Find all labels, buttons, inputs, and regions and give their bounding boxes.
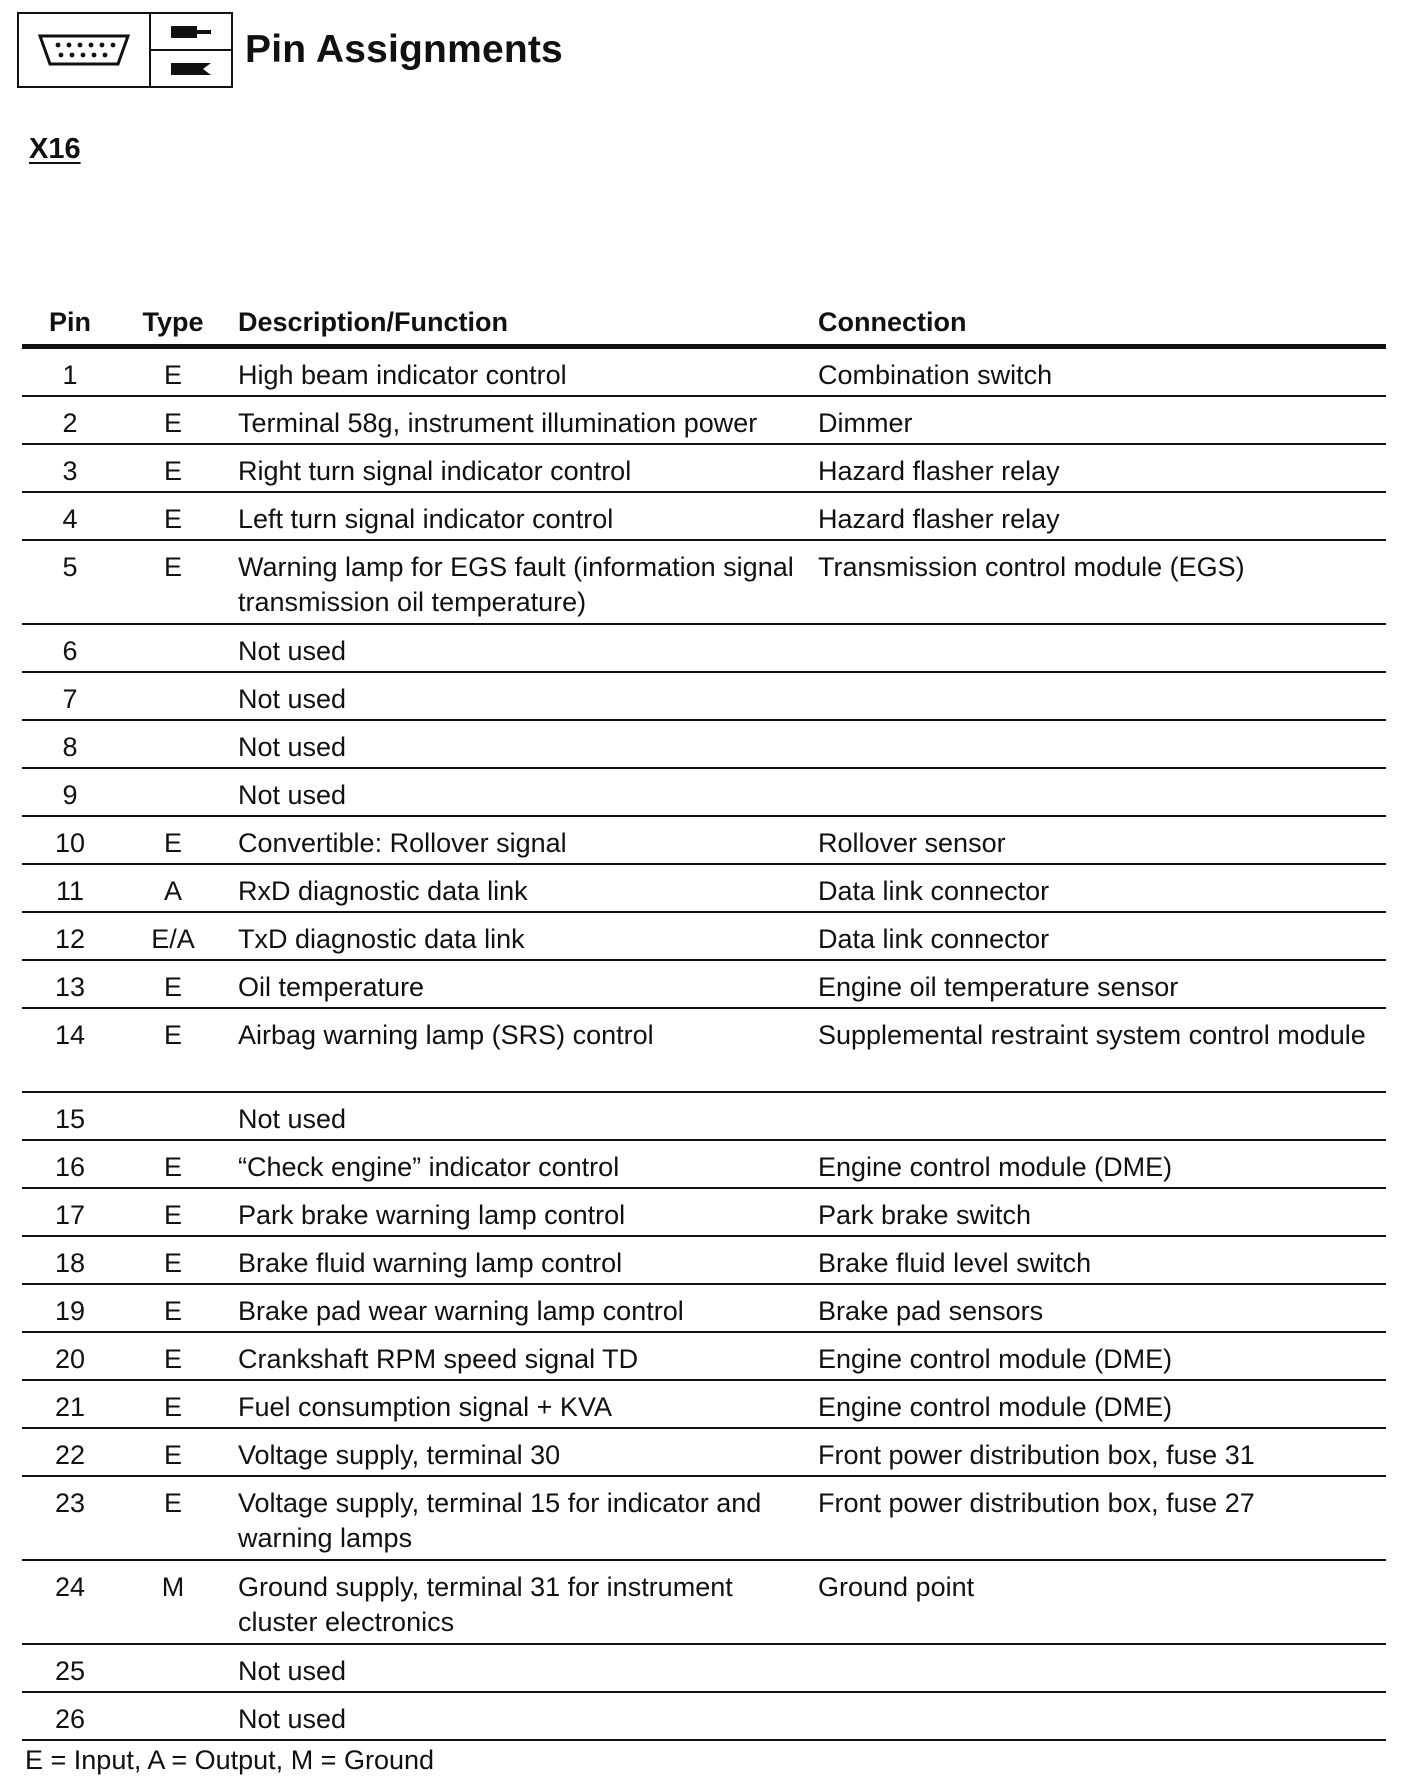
type-cell: [118, 673, 228, 719]
table-row: [22, 1093, 1386, 1141]
connection-cell: Supplemental restraint system control module: [818, 1020, 1366, 1050]
type-cell: E: [163, 456, 182, 486]
pin-cell: 20: [54, 1344, 86, 1374]
type-cell: E: [163, 504, 182, 534]
legend-footnote: E = Input, A = Output, M = Ground: [25, 1745, 435, 1775]
connection-cell: Hazard flasher relay: [818, 456, 1060, 486]
table-header: [22, 300, 1386, 349]
table-body: [22, 349, 1386, 1741]
pin-cell: 23: [54, 1488, 86, 1518]
plug-female-icon: [151, 51, 231, 86]
connector-icon-box: [17, 12, 233, 88]
pin-cell: 10: [54, 828, 86, 858]
description-cell: Crankshaft RPM speed signal TD: [238, 1344, 639, 1374]
description-cell: Warning lamp for EGS fault (information signal transmission oil temperature): [238, 552, 794, 617]
column-header-connection: Connection: [818, 306, 967, 337]
pin-cell: 25: [54, 1656, 86, 1686]
type-cell: E: [163, 1020, 182, 1050]
connection-cell: Rollover sensor: [818, 828, 1006, 858]
table-row: [22, 493, 1386, 541]
description-cell: Not used: [238, 1104, 347, 1134]
table-row: [22, 625, 1386, 673]
type-cell: [118, 721, 228, 767]
db-connector-icon: [19, 14, 151, 86]
description-cell: Convertible: Rollover signal: [238, 828, 567, 858]
table-row: [22, 1237, 1386, 1285]
type-cell: E: [163, 1200, 182, 1230]
page-header: [17, 12, 563, 88]
table-row: [22, 1477, 1386, 1561]
plug-male-icon: [151, 14, 231, 51]
description-cell: Park brake warning lamp control: [238, 1200, 626, 1230]
table-row: [22, 1381, 1386, 1429]
pin-cell: 24: [54, 1572, 86, 1602]
table-row: [22, 673, 1386, 721]
pin-cell: 11: [55, 876, 85, 906]
table-row: [22, 1189, 1386, 1237]
type-cell: E: [163, 1152, 182, 1182]
pin-cell: 1: [62, 360, 78, 390]
type-cell: E: [163, 1344, 182, 1374]
pin-cell: 21: [54, 1392, 86, 1422]
connection-cell: Dimmer: [818, 408, 913, 438]
pin-cell: 8: [62, 732, 78, 762]
table-row: [22, 1285, 1386, 1333]
table-row: [22, 541, 1386, 625]
description-cell: Voltage supply, terminal 30: [238, 1440, 561, 1470]
type-cell: E/A: [151, 924, 195, 954]
description-cell: Terminal 58g, instrument illumination power: [238, 408, 758, 438]
pin-cell: 13: [54, 972, 86, 1002]
type-cell: E: [163, 1440, 182, 1470]
connection-cell: Transmission control module (EGS): [818, 552, 1245, 582]
table-row: [22, 1333, 1386, 1381]
type-cell: E: [163, 1392, 182, 1422]
table-row: [22, 1561, 1386, 1645]
table-row: [22, 349, 1386, 397]
table-row: [22, 961, 1386, 1009]
connection-cell: Data link connector: [818, 876, 1050, 906]
connection-cell: [806, 1693, 1386, 1739]
description-cell: Not used: [238, 636, 347, 666]
column-header-description: Description/Function: [238, 306, 508, 337]
connection-cell: Front power distribution box, fuse 31: [818, 1440, 1255, 1470]
pin-cell: 4: [62, 504, 78, 534]
type-cell: [118, 769, 228, 815]
pin-cell: 18: [54, 1248, 86, 1278]
type-cell: E: [163, 1488, 182, 1518]
type-cell: E: [163, 360, 182, 390]
description-cell: Airbag warning lamp (SRS) control: [238, 1020, 654, 1050]
connection-cell: [806, 769, 1386, 815]
connection-cell: [806, 1645, 1386, 1691]
connection-cell: Front power distribution box, fuse 27: [818, 1488, 1255, 1518]
description-cell: Fuel consumption signal + KVA: [238, 1392, 612, 1422]
table-row: [22, 769, 1386, 817]
pin-cell: 16: [54, 1152, 86, 1182]
pin-cell: 5: [62, 552, 78, 582]
pin-cell: 2: [62, 408, 78, 438]
table-row: [22, 1009, 1386, 1093]
pin-cell: 17: [54, 1200, 86, 1230]
description-cell: “Check engine” indicator control: [238, 1152, 620, 1182]
connection-cell: [806, 673, 1386, 719]
connection-cell: [806, 625, 1386, 671]
pin-cell: 7: [62, 684, 78, 714]
connection-cell: [806, 721, 1386, 767]
description-cell: Not used: [238, 780, 347, 810]
description-cell: TxD diagnostic data link: [238, 924, 525, 954]
pin-cell: 9: [62, 780, 78, 810]
type-cell: M: [161, 1572, 185, 1602]
table-row: [22, 1141, 1386, 1189]
connection-cell: Park brake switch: [818, 1200, 1032, 1230]
pin-cell: 3: [62, 456, 78, 486]
description-cell: Not used: [238, 732, 347, 762]
description-cell: Voltage supply, terminal 15 for indicator and warning lamps: [238, 1488, 762, 1553]
connection-cell: [806, 1093, 1386, 1139]
table-row: [22, 445, 1386, 493]
description-cell: Brake pad wear warning lamp control: [238, 1296, 684, 1326]
connection-cell: Brake fluid level switch: [818, 1248, 1092, 1278]
connector-id: X16: [29, 133, 81, 165]
connection-cell: Hazard flasher relay: [818, 504, 1060, 534]
table-row: [22, 397, 1386, 445]
type-cell: [118, 1093, 228, 1139]
connection-cell: Engine control module (DME): [818, 1344, 1173, 1374]
pin-cell: 14: [54, 1020, 86, 1050]
connection-cell: Brake pad sensors: [818, 1296, 1044, 1326]
pin-cell: 22: [54, 1440, 86, 1470]
pin-cell: 19: [54, 1296, 86, 1326]
type-cell: E: [163, 1296, 182, 1326]
description-cell: Right turn signal indicator control: [238, 456, 632, 486]
table-row: [22, 721, 1386, 769]
description-cell: Brake fluid warning lamp control: [238, 1248, 623, 1278]
table-row: [22, 817, 1386, 865]
description-cell: Left turn signal indicator control: [238, 504, 614, 534]
connection-cell: Engine oil temperature sensor: [818, 972, 1179, 1002]
table-row: [22, 865, 1386, 913]
connection-cell: Combination switch: [818, 360, 1053, 390]
connection-cell: Engine control module (DME): [818, 1152, 1173, 1182]
type-cell: E: [163, 552, 182, 582]
page-title: Pin Assignments: [245, 28, 563, 71]
pin-cell: 26: [54, 1704, 86, 1734]
table-row: [22, 1645, 1386, 1693]
table-row: [22, 913, 1386, 961]
description-cell: High beam indicator control: [238, 360, 567, 390]
type-cell: E: [163, 972, 182, 1002]
description-cell: Oil temperature: [238, 972, 425, 1002]
type-cell: [118, 1645, 228, 1691]
pin-table: [22, 300, 1386, 1741]
connection-cell: Data link connector: [818, 924, 1050, 954]
description-cell: Not used: [238, 1656, 347, 1686]
type-cell: [118, 1693, 228, 1739]
pin-cell: 15: [54, 1104, 86, 1134]
description-cell: Not used: [238, 1704, 347, 1734]
connection-cell: Engine control module (DME): [818, 1392, 1173, 1422]
description-cell: Ground supply, terminal 31 for instrument cluster electronics: [238, 1572, 733, 1637]
connection-cell: Ground point: [818, 1572, 975, 1602]
type-cell: [118, 625, 228, 671]
column-header-type: Type: [142, 306, 204, 337]
type-cell: E: [163, 408, 182, 438]
table-row: [22, 1693, 1386, 1741]
type-cell: E: [163, 1248, 182, 1278]
type-cell: A: [163, 876, 182, 906]
column-header-pin: Pin: [48, 306, 91, 337]
description-cell: RxD diagnostic data link: [238, 876, 528, 906]
description-cell: Not used: [238, 684, 347, 714]
table-row: [22, 1429, 1386, 1477]
pin-cell: 12: [54, 924, 86, 954]
pin-cell: 6: [62, 636, 78, 666]
type-cell: E: [163, 828, 182, 858]
